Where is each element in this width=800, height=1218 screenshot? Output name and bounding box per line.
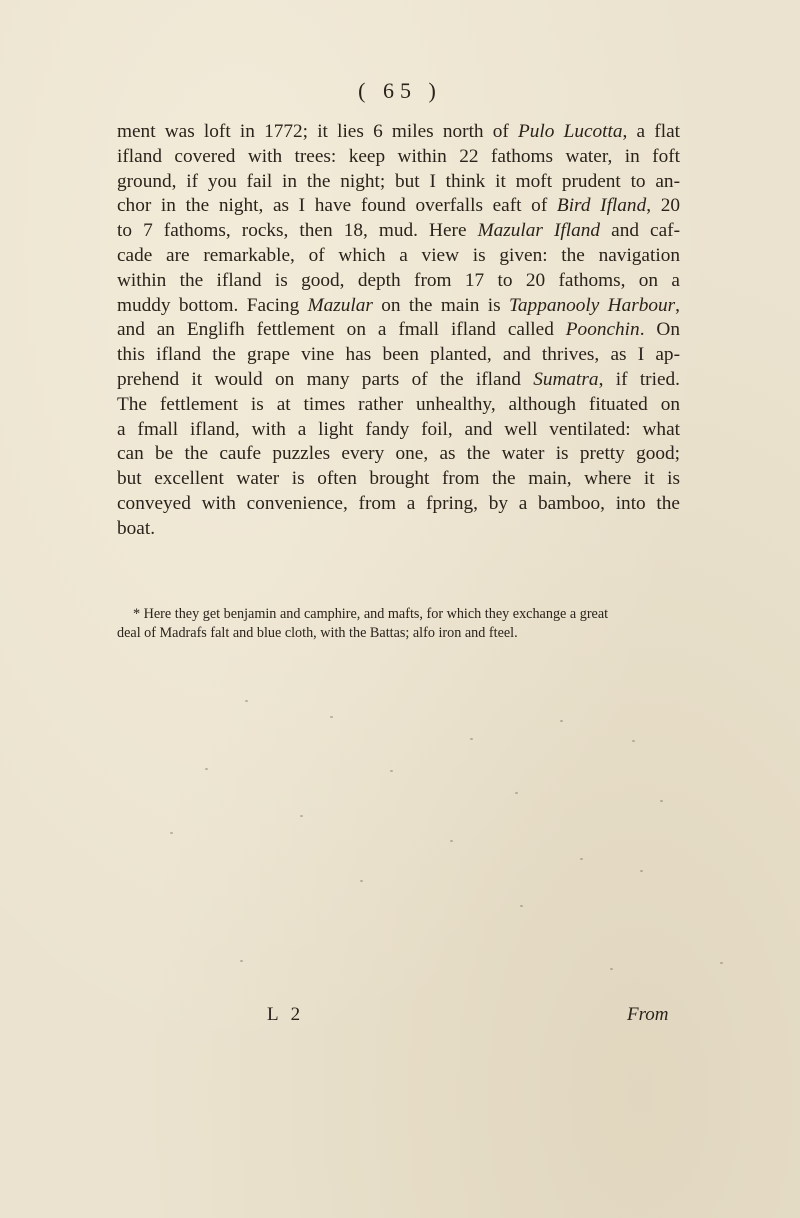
text-segment: but excellent water is often brought from the main, where it is [117, 468, 680, 490]
text-segment: , if tried. [598, 368, 680, 390]
paper-speck [660, 800, 663, 802]
italic-text: Pulo Lucotta [518, 121, 623, 142]
italic-text: Poonchin [565, 319, 640, 341]
paper-speck [450, 840, 453, 842]
body-text [117, 120, 680, 542]
footnote-line: deal of Madrafs falt and blue cloth, with the Battas; alfo iron and fteel. [117, 625, 518, 641]
text-line [117, 467, 680, 492]
text-line [117, 517, 680, 542]
text-line [117, 318, 680, 343]
text-segment: The fettlement is at times rather unhealthy, although fituated on [117, 393, 680, 415]
text-segment: boat. [117, 517, 156, 539]
text-line [117, 244, 680, 269]
paper-speck [515, 792, 518, 794]
text-line [117, 368, 680, 393]
text-line [117, 120, 680, 145]
text-line [117, 492, 680, 517]
text-line [117, 219, 680, 244]
text-line [117, 294, 680, 319]
text-segment: can be the caufe puzzles every one, as the water is pretty good; [117, 443, 680, 465]
paper-speck [390, 770, 393, 772]
paper-speck [610, 968, 613, 970]
text-segment: to 7 fathoms, rocks, then 18, mud. Here [117, 220, 478, 242]
text-segment: , 20 [646, 195, 680, 217]
text-segment: . On [639, 319, 680, 341]
paper-speck [205, 768, 208, 770]
text-segment: and an Englifh fettlement on a fmall ifland called [117, 319, 566, 341]
text-segment: ifland covered with trees: keep within 22 fathoms water, in foft [117, 145, 680, 167]
italic-text: Tappanooly Harbour [508, 294, 676, 316]
text-segment: conveyed with convenience, from a fpring, by a bamboo, into the [117, 492, 680, 514]
text-line [117, 170, 680, 195]
italic-text: Mazular Ifland [477, 220, 601, 242]
text-segment: within the ifland is good, depth from 17 to 20 fathoms, on a [117, 269, 680, 291]
text-line [117, 194, 680, 219]
page-number: ( 65 ) [358, 78, 442, 103]
paper-speck [170, 832, 173, 834]
text-segment: , [675, 294, 680, 316]
text-segment: cade are remarkable, of which a view is given: the navigation [117, 244, 680, 266]
paper-speck [360, 880, 363, 882]
text-segment: ment was loft in 1772; it lies 6 miles north of [117, 121, 519, 142]
catchword: From [627, 1004, 669, 1025]
text-segment: prehend it would on many parts of the ifland [117, 368, 534, 390]
text-segment: , a flat [622, 121, 681, 142]
text-segment: on the main is [372, 294, 509, 316]
text-line [117, 442, 680, 467]
text-segment: ground, if you fail in the night; but I think it moft prudent to an- [117, 170, 680, 192]
text-line [117, 418, 680, 443]
text-line [117, 343, 680, 368]
paper-speck [640, 870, 643, 872]
paper-speck [245, 700, 248, 702]
paper-speck [560, 720, 563, 722]
paper-speck [330, 716, 333, 718]
paper-speck [240, 960, 243, 962]
text-line [117, 145, 680, 170]
text-segment: chor in the night, as I have found overfalls eaft of [117, 195, 557, 217]
text-segment: this ifland the grape vine has been planted, and thrives, as I ap- [117, 344, 680, 366]
italic-text: Sumatra [533, 368, 599, 390]
signature-mark: L 2 [267, 1004, 305, 1025]
footnote [117, 605, 680, 643]
italic-text: Bird Ifland [556, 195, 647, 217]
paper-speck [520, 905, 523, 907]
italic-text: Mazular [307, 294, 373, 316]
paper-speck [470, 738, 473, 740]
footnote-line: * Here they get benjamin and camphire, and mafts, for which they exchange a great [133, 606, 609, 622]
paper-speck [632, 740, 635, 742]
text-segment: and caf- [600, 220, 680, 242]
text-line [117, 269, 680, 294]
text-segment: muddy bottom. Facing [117, 294, 308, 316]
text-line [117, 393, 680, 418]
paper-speck [300, 815, 303, 817]
paper-speck [580, 858, 583, 860]
paper-speck [720, 962, 723, 964]
text-segment: a fmall ifland, with a light fandy foil, and well ventilated: what [117, 418, 680, 440]
